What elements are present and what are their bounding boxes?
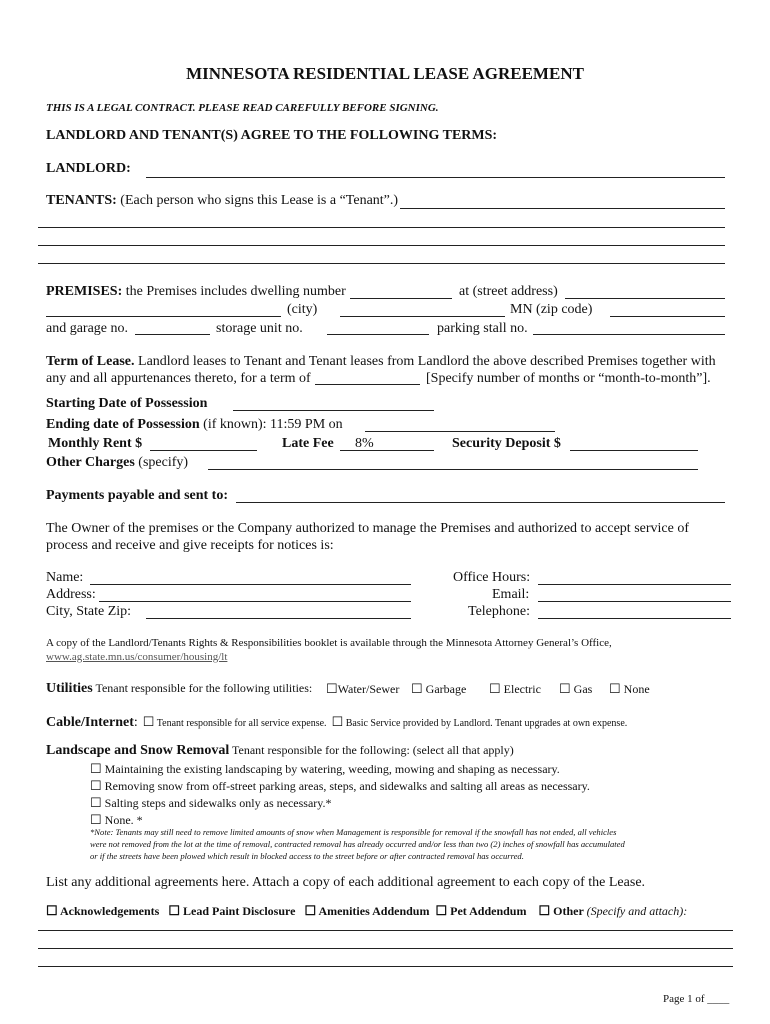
checkbox-icon[interactable]: ☐ xyxy=(331,714,344,729)
city-field[interactable] xyxy=(46,316,281,317)
late-fee-value: 8% xyxy=(355,436,374,451)
snow-note-1: *Note: Tenants may still need to remove limited amounts of snow when Management is responsible for removal if the snowfall has not ended, all vehicles xyxy=(90,827,617,837)
checkbox-icon[interactable]: ☐ xyxy=(435,903,448,918)
addendum-other-hint: (Specify and attach): xyxy=(586,904,688,918)
page-number: Page 1 of ____ xyxy=(663,993,730,1005)
checkbox-icon[interactable]: ☐ xyxy=(411,681,423,696)
utility-none[interactable] xyxy=(609,681,650,697)
landscape-option-3-label: Salting steps and sidewalks only as necessary.* xyxy=(104,796,332,810)
document-title: MINNESOTA RESIDENTIAL LEASE AGREEMENT xyxy=(186,64,584,83)
email-label: Email: xyxy=(492,587,530,602)
term-label: Term of Lease. xyxy=(46,354,135,369)
legal-notice: THIS IS A LEGAL CONTRACT. PLEASE READ CAREFULLY BEFORE SIGNING. xyxy=(46,102,439,114)
landscape-option-4[interactable] xyxy=(90,812,143,828)
utilities-text: Tenant responsible for the following utilities: xyxy=(95,681,313,695)
checkbox-icon[interactable]: ☐ xyxy=(46,903,58,918)
other-charges-paren: (specify) xyxy=(138,455,189,470)
zip-label: MN (zip code) xyxy=(510,302,593,317)
ending-date-paren: (if known): 11:59 PM on xyxy=(203,417,343,432)
utility-electric-label: Electric xyxy=(503,682,541,696)
term-hint: [Specify number of months or “month-to-month”]. xyxy=(426,371,711,386)
premises-text: the Premises includes dwelling number xyxy=(125,284,346,299)
checkbox-icon[interactable]: ☐ xyxy=(559,681,571,696)
landscape-option-1-label: Maintaining the existing landscaping by watering, weeding, mowing and shaping as necessary. xyxy=(104,762,560,776)
addenda-row xyxy=(46,903,687,919)
additional-line-1[interactable] xyxy=(38,930,733,931)
landscape-label: Landscape and Snow Removal xyxy=(46,743,230,758)
security-deposit-field[interactable] xyxy=(570,450,698,451)
starting-date-field[interactable] xyxy=(233,410,434,411)
premises-label: PREMISES: xyxy=(46,284,123,299)
telephone-label: Telephone: xyxy=(468,604,530,619)
garage-field[interactable] xyxy=(135,334,210,335)
checkbox-icon[interactable]: ☐ xyxy=(90,778,102,793)
storage-label: storage unit no. xyxy=(216,321,303,336)
utility-gas-label: Gas xyxy=(573,682,593,696)
parking-label: parking stall no. xyxy=(437,321,528,336)
other-charges-row xyxy=(46,455,188,471)
utility-garbage-label: Garbage xyxy=(425,682,467,696)
cable-label: Cable/Internet xyxy=(46,715,134,730)
additional-agreements-text: List any additional agreements here. Attach a copy of each additional agreement to each copy of the Lease. xyxy=(46,875,646,890)
booklet-text: A copy of the Landlord/Tenants Rights & Responsibilities booklet is available through the Minnesota Attorney General’s Office, xyxy=(46,637,612,649)
addendum-acknowledgements-label: Acknowledgements xyxy=(60,904,160,918)
city-label: (city) xyxy=(287,302,318,317)
tenants-field[interactable] xyxy=(400,208,725,209)
landscape-option-1[interactable] xyxy=(90,761,560,777)
additional-line-2[interactable] xyxy=(38,948,733,949)
addendum-lead-paint[interactable] xyxy=(168,904,295,918)
other-charges-field[interactable] xyxy=(208,469,698,470)
booklet-link[interactable]: www.ag.state.mn.us/consumer/housing/lt xyxy=(46,651,228,663)
term-row xyxy=(46,354,716,370)
tenants-field-3[interactable] xyxy=(38,245,725,246)
garage-label: and garage no. xyxy=(46,321,129,336)
term-field[interactable] xyxy=(315,384,420,385)
contact-city-field[interactable] xyxy=(146,618,411,619)
landlord-label: LANDLORD: xyxy=(46,161,131,176)
landscape-option-2[interactable] xyxy=(90,778,590,794)
landscape-row xyxy=(46,743,514,759)
addendum-amenities-label: Amenities Addendum xyxy=(318,904,430,918)
landscape-option-4-label: None. * xyxy=(104,813,143,827)
checkbox-icon[interactable]: ☐ xyxy=(90,761,102,776)
cable-option-2: Basic Service provided by Landlord. Tenant upgrades at own expense. xyxy=(345,718,628,729)
office-hours-label: Office Hours: xyxy=(453,570,531,585)
tenants-field-2[interactable] xyxy=(38,227,725,228)
addendum-acknowledgements[interactable] xyxy=(46,904,159,918)
checkbox-icon[interactable]: ☐ xyxy=(326,681,338,696)
monthly-rent-field[interactable] xyxy=(150,450,257,451)
landscape-text: Tenant responsible for the following: (select all that apply) xyxy=(232,743,514,757)
term-text-2: any and all appurtenances thereto, for a term of xyxy=(46,371,311,386)
contact-name-label: Name: xyxy=(46,570,84,585)
tenants-row xyxy=(46,193,398,209)
starting-date-label: Starting Date of Possession xyxy=(46,396,208,411)
tenants-field-4[interactable] xyxy=(38,263,725,264)
utility-garbage[interactable] xyxy=(411,681,466,697)
payments-field[interactable] xyxy=(236,502,725,503)
ending-date-row xyxy=(46,417,343,433)
utility-water-sewer-label: Water/Sewer xyxy=(337,682,400,696)
addendum-other-label: Other xyxy=(553,904,584,918)
landscape-option-2-label: Removing snow from off-street parking areas, steps, and sidewalks and salting all areas as necessary. xyxy=(104,779,590,793)
parking-field[interactable] xyxy=(533,334,725,335)
landlord-field[interactable] xyxy=(146,177,725,178)
checkbox-icon[interactable]: ☐ xyxy=(304,903,317,918)
checkbox-icon[interactable]: ☐ xyxy=(489,681,501,696)
email-field[interactable] xyxy=(538,601,731,602)
contact-name-field[interactable] xyxy=(90,584,411,585)
telephone-field[interactable] xyxy=(538,618,731,619)
checkbox-icon[interactable]: ☐ xyxy=(142,714,155,729)
late-fee-label: Late Fee xyxy=(282,436,334,451)
checkbox-icon[interactable]: ☐ xyxy=(609,681,621,696)
storage-field[interactable] xyxy=(327,334,429,335)
ending-date-label: Ending date of Possession xyxy=(46,417,200,432)
owner-text-1: The Owner of the premises or the Company authorized to manage the Premises and authorized to accept service of xyxy=(46,521,689,536)
ending-date-field[interactable] xyxy=(365,431,555,432)
utilities-row xyxy=(46,681,312,697)
addendum-pet[interactable] xyxy=(435,904,526,918)
checkbox-icon[interactable]: ☐ xyxy=(168,903,180,918)
agree-heading: LANDLORD AND TENANT(S) AGREE TO THE FOLLOWING TERMS: xyxy=(46,128,498,143)
street-label: at (street address) xyxy=(459,284,558,299)
utilities-label: Utilities xyxy=(46,681,93,696)
addendum-lead-paint-label: Lead Paint Disclosure xyxy=(182,904,296,918)
addendum-pet-label: Pet Addendum xyxy=(450,904,527,918)
utility-water-sewer[interactable] xyxy=(326,681,399,697)
office-hours-field[interactable] xyxy=(538,584,731,585)
landscape-option-3[interactable] xyxy=(90,795,332,811)
additional-line-3[interactable] xyxy=(38,966,733,967)
security-deposit-label: Security Deposit $ xyxy=(452,436,561,451)
premises-row xyxy=(46,284,346,300)
addendum-other[interactable] xyxy=(538,904,687,918)
contact-address-field[interactable] xyxy=(99,601,411,602)
cable-option-1: Tenant responsible for all service expense. xyxy=(156,718,327,729)
addendum-amenities[interactable] xyxy=(304,904,429,918)
contact-address-label: Address: xyxy=(46,587,96,602)
checkbox-icon[interactable]: ☐ xyxy=(90,795,102,810)
checkbox-icon[interactable]: ☐ xyxy=(90,812,102,827)
street-address-field[interactable] xyxy=(565,298,725,299)
utility-none-label: None xyxy=(623,682,650,696)
utility-gas[interactable] xyxy=(559,681,592,697)
tenants-desc: (Each person who signs this Lease is a “Tenant”.) xyxy=(120,193,399,208)
cable-row: Cable/Internet: ☐ Tenant responsible for all service expense. ☐ Basic Service provided by Landlord. Tenant upgrades at own expense. xyxy=(46,714,628,730)
contact-city-label: City, State Zip: xyxy=(46,604,132,619)
other-charges-label: Other Charges xyxy=(46,455,135,470)
term-text: Landlord leases to Tenant and Tenant leases from Landlord the above described Premises together with xyxy=(138,354,716,369)
zip-field[interactable] xyxy=(610,316,725,317)
tenants-label: TENANTS: xyxy=(46,193,117,208)
state-field[interactable] xyxy=(340,316,505,317)
payments-label: Payments payable and sent to: xyxy=(46,488,229,503)
owner-text-2: process and receive and give receipts for notices is: xyxy=(46,538,334,553)
snow-note-3: or if the streets have been plowed which result in blocked access to the street before or after contracted removal has occurred. xyxy=(90,851,524,861)
monthly-rent-label: Monthly Rent $ xyxy=(48,436,143,451)
snow-note-2: were not removed from the lot at the time of removal, contracted removal has already occurred and/or less than two (2) inches of snowfall has accumulated xyxy=(90,839,625,849)
utility-electric[interactable] xyxy=(489,681,541,697)
dwelling-number-field[interactable] xyxy=(350,298,452,299)
checkbox-icon[interactable]: ☐ xyxy=(538,903,551,918)
